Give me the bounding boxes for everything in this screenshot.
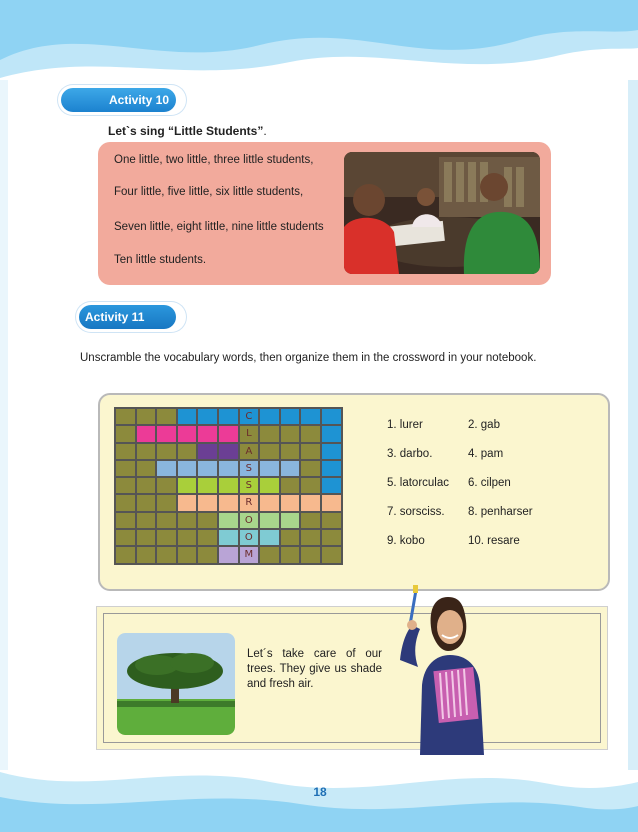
crossword-cell <box>177 425 198 442</box>
note-box <box>96 606 608 750</box>
crossword-cell <box>300 443 321 460</box>
word-1: 1. lurer <box>387 419 423 431</box>
crossword-cell <box>321 460 342 477</box>
crossword-cell <box>177 408 198 425</box>
crossword-cell <box>259 425 280 442</box>
crossword-cell <box>259 460 280 477</box>
song-line-2: Four little, five little, six little students, <box>114 186 304 198</box>
crossword-cell <box>259 443 280 460</box>
crossword-cell <box>300 425 321 442</box>
crossword-cell <box>115 494 136 511</box>
crossword-cell <box>136 477 157 494</box>
crossword-cell <box>218 408 239 425</box>
crossword-cell <box>197 408 218 425</box>
students-photo <box>344 152 540 274</box>
word-10: 10. resare <box>468 535 520 547</box>
crossword-cell <box>280 494 301 511</box>
crossword-cell <box>280 460 301 477</box>
crossword-cell <box>136 494 157 511</box>
crossword-box <box>98 393 610 591</box>
crossword-cell <box>218 460 239 477</box>
word-5: 5. latorculac <box>387 477 450 489</box>
crossword-cell <box>177 460 198 477</box>
crossword-cell <box>156 546 177 563</box>
crossword-cell <box>300 477 321 494</box>
right-border-decoration <box>628 80 638 770</box>
word-4: 4. pam <box>468 448 504 460</box>
crossword-cell <box>177 546 198 563</box>
crossword-cell <box>197 425 218 442</box>
crossword-cell <box>259 529 280 546</box>
crossword-cell <box>218 477 239 494</box>
crossword-cell <box>197 460 218 477</box>
activity-10-badge <box>58 85 186 115</box>
crossword-cell <box>218 546 239 563</box>
crossword-cell <box>115 443 136 460</box>
crossword-cell <box>259 408 280 425</box>
crossword-cell <box>136 460 157 477</box>
crossword-cell <box>300 529 321 546</box>
crossword-cell <box>321 477 342 494</box>
crossword-cell <box>115 477 136 494</box>
crossword-cell <box>218 512 239 529</box>
girl-illustration <box>380 585 510 755</box>
crossword-cell <box>280 443 301 460</box>
crossword-cell <box>300 408 321 425</box>
crossword-letter-cell: A <box>239 443 260 460</box>
top-wave-decoration <box>0 0 638 90</box>
crossword-cell <box>321 494 342 511</box>
activity-11-label: Activity 11 <box>85 310 145 324</box>
crossword-cell <box>197 443 218 460</box>
song-box <box>98 142 551 285</box>
crossword-cell <box>197 529 218 546</box>
song-line-4: Ten little students. <box>114 254 207 266</box>
crossword-letter-cell: M <box>239 546 260 563</box>
song-title: “Little Students” <box>168 124 264 138</box>
crossword-cell <box>300 494 321 511</box>
crossword-cell <box>136 425 157 442</box>
page-number: 18 <box>313 785 327 799</box>
word-6: 6. cilpen <box>468 477 511 489</box>
crossword-cell <box>197 546 218 563</box>
crossword-cell <box>321 443 342 460</box>
word-list-right <box>468 419 533 564</box>
crossword-cell <box>156 512 177 529</box>
tree-photo <box>117 633 235 735</box>
crossword-cell <box>300 512 321 529</box>
crossword-letter-cell: O <box>239 529 260 546</box>
crossword-cell <box>321 512 342 529</box>
crossword-cell <box>280 425 301 442</box>
crossword-cell <box>197 512 218 529</box>
crossword-cell <box>197 494 218 511</box>
crossword-cell <box>280 477 301 494</box>
crossword-cell <box>177 477 198 494</box>
crossword-cell <box>156 529 177 546</box>
crossword-cell <box>321 425 342 442</box>
crossword-cell <box>280 408 301 425</box>
word-list-left <box>387 419 449 564</box>
activity-11-instruction: Unscramble the vocabulary words, then organize them in the crossword in your notebook. <box>80 352 537 364</box>
crossword-letter-cell: O <box>239 512 260 529</box>
crossword-cell <box>156 425 177 442</box>
crossword-cell <box>177 512 198 529</box>
instruction-lead: Let`s sing <box>108 124 169 138</box>
crossword-cell <box>177 529 198 546</box>
crossword-cell <box>300 460 321 477</box>
crossword-cell <box>218 425 239 442</box>
crossword-letter-cell: S <box>239 477 260 494</box>
crossword-cell <box>115 546 136 563</box>
word-7: 7. sorsciss. <box>387 506 445 518</box>
crossword-cell <box>136 443 157 460</box>
crossword-cell <box>156 494 177 511</box>
crossword-letter-cell: C <box>239 408 260 425</box>
instruction-end: . <box>263 124 267 138</box>
crossword-cell <box>321 408 342 425</box>
crossword-cell <box>218 529 239 546</box>
crossword-letter-cell: S <box>239 460 260 477</box>
activity-10-instruction <box>108 124 267 138</box>
note-text: Let´s take care of our trees. They give us shade and fresh air. <box>247 648 382 690</box>
crossword-letter-cell: L <box>239 425 260 442</box>
crossword-cell <box>177 494 198 511</box>
activity-11-badge <box>76 302 186 332</box>
word-9: 9. kobo <box>387 535 425 547</box>
word-2: 2. gab <box>468 419 500 431</box>
crossword-cell <box>115 512 136 529</box>
crossword-letter-cell: R <box>239 494 260 511</box>
crossword-cell <box>259 512 280 529</box>
activity-10-label: Activity 10 <box>109 93 170 107</box>
crossword-cell <box>115 529 136 546</box>
crossword-cell <box>280 512 301 529</box>
word-8: 8. penharser <box>468 506 533 518</box>
crossword-cell <box>156 408 177 425</box>
crossword-cell <box>136 546 157 563</box>
crossword-cell <box>136 408 157 425</box>
crossword-cell <box>177 443 198 460</box>
crossword-cell <box>259 546 280 563</box>
crossword-cell <box>259 477 280 494</box>
crossword-cell <box>218 494 239 511</box>
word-3: 3. darbo. <box>387 448 433 460</box>
song-line-1: One little, two little, three little students, <box>114 154 314 166</box>
crossword-cell <box>321 529 342 546</box>
crossword-cell <box>156 477 177 494</box>
crossword-cell <box>218 443 239 460</box>
crossword-cell <box>136 529 157 546</box>
crossword-cell <box>115 425 136 442</box>
crossword-grid <box>114 407 343 565</box>
crossword-cell <box>197 477 218 494</box>
crossword-cell <box>136 512 157 529</box>
song-line-3: Seven little, eight little, nine little students <box>114 221 324 233</box>
crossword-cell <box>300 546 321 563</box>
crossword-cell <box>115 408 136 425</box>
crossword-cell <box>280 529 301 546</box>
crossword-cell <box>280 546 301 563</box>
crossword-cell <box>115 460 136 477</box>
left-border-decoration <box>0 80 8 770</box>
crossword-cell <box>321 546 342 563</box>
crossword-cell <box>259 494 280 511</box>
crossword-cell <box>156 460 177 477</box>
crossword-cell <box>156 443 177 460</box>
